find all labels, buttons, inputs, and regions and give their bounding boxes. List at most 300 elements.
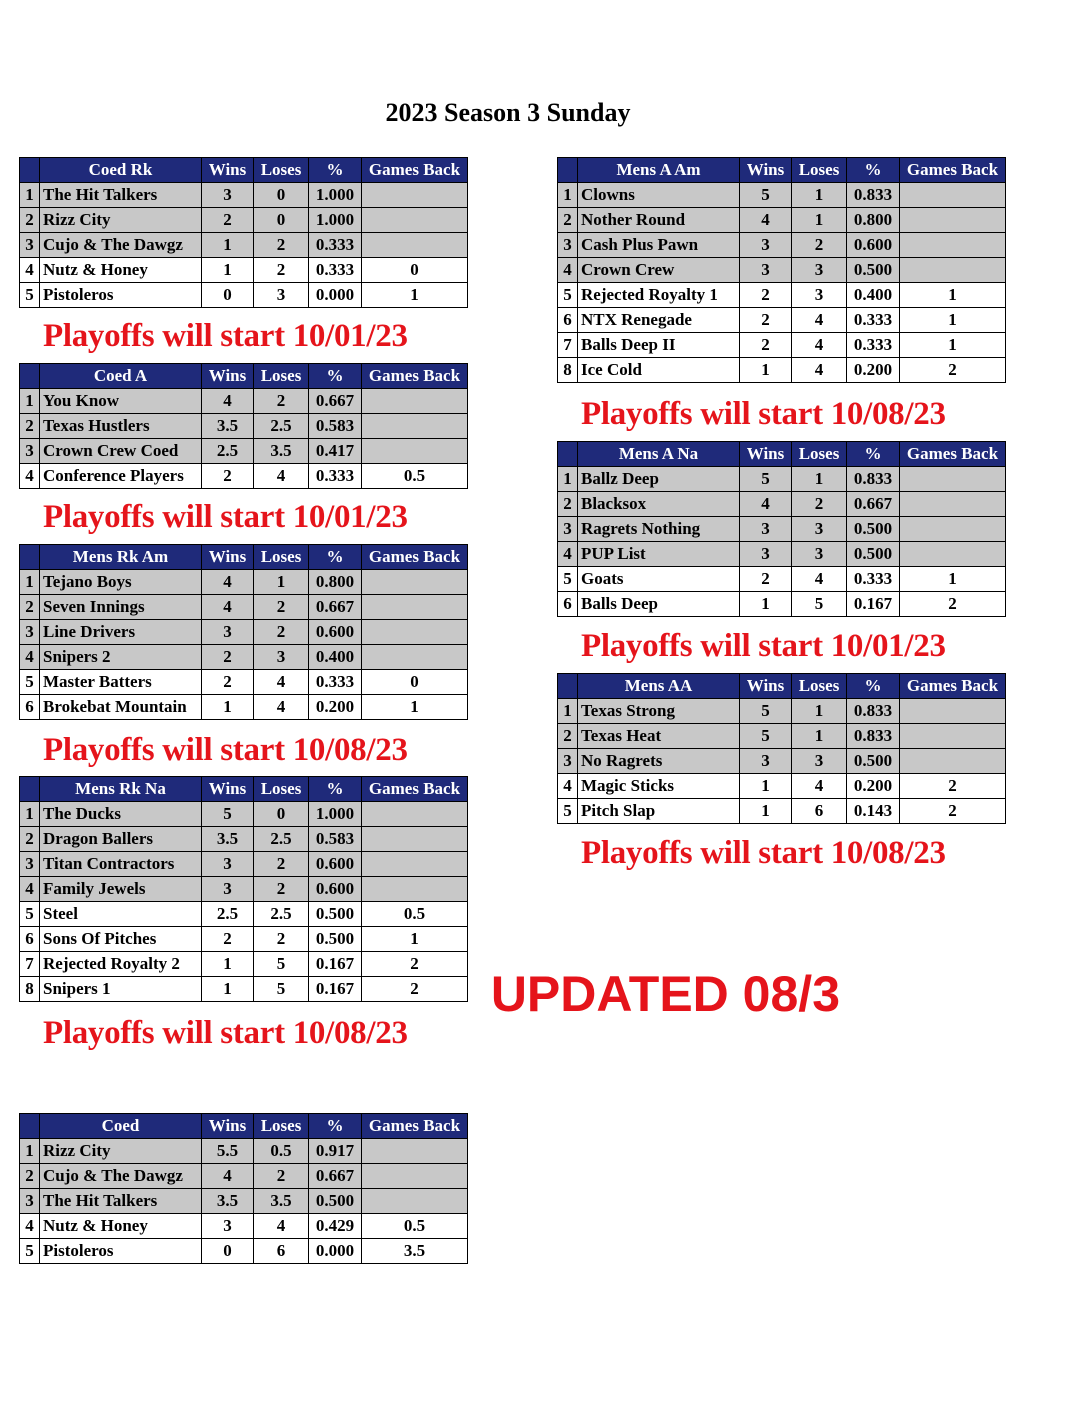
rank-cell: 3: [20, 1189, 40, 1214]
games-back-cell: 2: [362, 977, 468, 1002]
header-loses: Loses: [254, 545, 309, 570]
rank-cell: 4: [558, 258, 578, 283]
rank-cell: 6: [558, 308, 578, 333]
games-back-cell: 1: [900, 308, 1006, 333]
table-row: [558, 467, 1006, 492]
loses-cell: 2: [792, 492, 847, 517]
table-row: [558, 592, 1006, 617]
header-pct: %: [309, 158, 362, 183]
games-back-cell: 2: [900, 774, 1006, 799]
wins-cell: 3.5: [202, 414, 254, 439]
loses-cell: 6: [254, 1239, 309, 1264]
rank-cell: 2: [558, 208, 578, 233]
loses-cell: 2: [254, 389, 309, 414]
loses-cell: 2: [254, 1164, 309, 1189]
wins-cell: 5: [740, 183, 792, 208]
games-back-cell: [362, 233, 468, 258]
games-back-cell: 0.5: [362, 1214, 468, 1239]
pct-cell: 0.833: [847, 467, 900, 492]
table-row: [20, 902, 468, 927]
pct-cell: 0.000: [309, 1239, 362, 1264]
header-wins: Wins: [202, 364, 254, 389]
pct-cell: 0.417: [309, 439, 362, 464]
header-games-back: Games Back: [900, 158, 1006, 183]
games-back-cell: [900, 699, 1006, 724]
pct-cell: 0.200: [309, 695, 362, 720]
table-row: [558, 492, 1006, 517]
header-wins: Wins: [202, 1114, 254, 1139]
rank-cell: 8: [20, 977, 40, 1002]
team-name-cell: Dragon Ballers: [40, 827, 202, 852]
header-corner: [20, 158, 40, 183]
loses-cell: 1: [792, 699, 847, 724]
table-row: [20, 1139, 468, 1164]
wins-cell: 3: [202, 852, 254, 877]
team-name-cell: The Hit Talkers: [40, 183, 202, 208]
games-back-cell: [900, 724, 1006, 749]
header-pct: %: [847, 442, 900, 467]
loses-cell: 2: [254, 595, 309, 620]
pct-cell: 0.333: [309, 258, 362, 283]
team-name-cell: Snipers 1: [40, 977, 202, 1002]
pct-cell: 0.167: [847, 592, 900, 617]
games-back-cell: [362, 570, 468, 595]
team-name-cell: Nutz & Honey: [40, 1214, 202, 1239]
team-name-cell: Pistoleros: [40, 283, 202, 308]
table-header-row: [558, 442, 1006, 467]
loses-cell: 4: [792, 308, 847, 333]
table-row: [20, 1214, 468, 1239]
rank-cell: 2: [20, 1164, 40, 1189]
wins-cell: 2: [740, 333, 792, 358]
standings-table: [557, 673, 1006, 824]
pct-cell: 0.500: [309, 1189, 362, 1214]
wins-cell: 4: [202, 595, 254, 620]
pct-cell: 0.583: [309, 414, 362, 439]
loses-cell: 1: [254, 570, 309, 595]
header-loses: Loses: [254, 158, 309, 183]
header-loses: Loses: [254, 777, 309, 802]
table-row: [20, 1164, 468, 1189]
table-row: [558, 258, 1006, 283]
table-row: [558, 799, 1006, 824]
wins-cell: 1: [740, 799, 792, 824]
header-pct: %: [309, 364, 362, 389]
games-back-cell: 0: [362, 670, 468, 695]
games-back-cell: [362, 620, 468, 645]
rank-cell: 7: [558, 333, 578, 358]
header-games-back: Games Back: [900, 674, 1006, 699]
wins-cell: 2: [202, 464, 254, 489]
pct-cell: 0.500: [847, 542, 900, 567]
rank-cell: 2: [20, 208, 40, 233]
games-back-cell: [362, 595, 468, 620]
pct-cell: 0.333: [847, 308, 900, 333]
header-loses: Loses: [792, 158, 847, 183]
wins-cell: 2.5: [202, 439, 254, 464]
team-name-cell: You Know: [40, 389, 202, 414]
wins-cell: 2: [740, 308, 792, 333]
table-row: [558, 208, 1006, 233]
header-pct: %: [309, 545, 362, 570]
games-back-cell: [362, 1139, 468, 1164]
table-row: [20, 802, 468, 827]
page-title: 2023 Season 3 Sunday: [385, 98, 631, 127]
pct-cell: 0.833: [847, 724, 900, 749]
table-row: [20, 877, 468, 902]
pct-cell: 1.000: [309, 183, 362, 208]
pct-cell: 0.500: [847, 749, 900, 774]
pct-cell: 0.333: [309, 464, 362, 489]
loses-cell: 0: [254, 802, 309, 827]
team-name-cell: Tejano Boys: [40, 570, 202, 595]
loses-cell: 1: [792, 208, 847, 233]
rank-cell: 7: [20, 952, 40, 977]
pct-cell: 0.500: [309, 902, 362, 927]
playoffs-notice: Playoffs will start 10/08/23: [43, 1015, 408, 1051]
rank-cell: 4: [20, 464, 40, 489]
pct-cell: 0.667: [309, 1164, 362, 1189]
games-back-cell: 2: [900, 358, 1006, 383]
loses-cell: 0: [254, 208, 309, 233]
table-row: [20, 233, 468, 258]
header-wins: Wins: [202, 158, 254, 183]
games-back-cell: [362, 208, 468, 233]
table-header-row: [20, 364, 468, 389]
games-back-cell: [900, 258, 1006, 283]
loses-cell: 2: [254, 258, 309, 283]
pct-cell: 0.833: [847, 699, 900, 724]
pct-cell: 0.333: [309, 233, 362, 258]
loses-cell: 4: [254, 1214, 309, 1239]
header-pct: %: [847, 674, 900, 699]
pct-cell: 0.200: [847, 774, 900, 799]
wins-cell: 3: [202, 877, 254, 902]
rank-cell: 1: [20, 802, 40, 827]
header-games-back: Games Back: [362, 364, 468, 389]
table-row: [558, 724, 1006, 749]
playoffs-notice: Playoffs will start 10/08/23: [581, 396, 946, 432]
standings-table: [557, 157, 1006, 383]
table-row: [20, 977, 468, 1002]
loses-cell: 3.5: [254, 1189, 309, 1214]
team-name-cell: Ragrets Nothing: [578, 517, 740, 542]
rank-cell: 5: [20, 1239, 40, 1264]
header-corner: [558, 674, 578, 699]
table-row: [20, 208, 468, 233]
games-back-cell: [362, 1164, 468, 1189]
header-corner: [20, 545, 40, 570]
team-name-cell: The Hit Talkers: [40, 1189, 202, 1214]
team-name-cell: Crown Crew: [578, 258, 740, 283]
wins-cell: 1: [202, 695, 254, 720]
wins-cell: 0: [202, 1239, 254, 1264]
team-name-cell: NTX Renegade: [578, 308, 740, 333]
team-name-cell: No Ragrets: [578, 749, 740, 774]
table-row: [20, 595, 468, 620]
rank-cell: 3: [558, 517, 578, 542]
wins-cell: 3: [740, 233, 792, 258]
wins-cell: 5: [740, 467, 792, 492]
wins-cell: 3: [740, 258, 792, 283]
standings-table: [19, 1113, 468, 1264]
rank-cell: 4: [20, 645, 40, 670]
wins-cell: 2: [202, 645, 254, 670]
header-corner: [20, 1114, 40, 1139]
pct-cell: 0.333: [847, 333, 900, 358]
loses-cell: 0: [254, 183, 309, 208]
pct-cell: 0.333: [309, 670, 362, 695]
rank-cell: 1: [558, 699, 578, 724]
table-header-row: [20, 158, 468, 183]
division-name: Mens AA: [578, 674, 740, 699]
games-back-cell: [900, 542, 1006, 567]
team-name-cell: Texas Strong: [578, 699, 740, 724]
pct-cell: 0.500: [847, 517, 900, 542]
pct-cell: 1.000: [309, 208, 362, 233]
loses-cell: 4: [792, 358, 847, 383]
team-name-cell: Ballz Deep: [578, 467, 740, 492]
rank-cell: 2: [20, 595, 40, 620]
loses-cell: 3: [792, 542, 847, 567]
table-row: [20, 283, 468, 308]
table-row: [558, 699, 1006, 724]
pct-cell: 0.600: [309, 620, 362, 645]
header-wins: Wins: [202, 545, 254, 570]
table-header-row: [558, 674, 1006, 699]
loses-cell: 3: [254, 283, 309, 308]
rank-cell: 5: [20, 670, 40, 695]
wins-cell: 1: [202, 233, 254, 258]
pct-cell: 0.667: [847, 492, 900, 517]
wins-cell: 3: [740, 517, 792, 542]
pct-cell: 0.583: [309, 827, 362, 852]
pct-cell: 0.000: [309, 283, 362, 308]
rank-cell: 6: [558, 592, 578, 617]
rank-cell: 3: [20, 439, 40, 464]
team-name-cell: Balls Deep II: [578, 333, 740, 358]
team-name-cell: Rejected Royalty 1: [578, 283, 740, 308]
team-name-cell: Steel: [40, 902, 202, 927]
table-row: [20, 927, 468, 952]
pct-cell: 0.200: [847, 358, 900, 383]
wins-cell: 1: [740, 358, 792, 383]
team-name-cell: Texas Heat: [578, 724, 740, 749]
loses-cell: 2: [254, 620, 309, 645]
games-back-cell: [362, 877, 468, 902]
team-name-cell: Cujo & The Dawgz: [40, 233, 202, 258]
standings-table: [19, 776, 468, 1002]
games-back-cell: 0.5: [362, 902, 468, 927]
division-name: Mens Rk Na: [40, 777, 202, 802]
loses-cell: 4: [792, 774, 847, 799]
team-name-cell: Nutz & Honey: [40, 258, 202, 283]
pct-cell: 0.333: [847, 567, 900, 592]
loses-cell: 5: [254, 952, 309, 977]
pct-cell: 0.400: [309, 645, 362, 670]
loses-cell: 3: [792, 517, 847, 542]
games-back-cell: 2: [900, 799, 1006, 824]
table-row: [20, 389, 468, 414]
loses-cell: 5: [792, 592, 847, 617]
team-name-cell: Brokebat Mountain: [40, 695, 202, 720]
wins-cell: 4: [202, 389, 254, 414]
team-name-cell: Seven Innings: [40, 595, 202, 620]
table-header-row: [20, 1114, 468, 1139]
rank-cell: 5: [558, 799, 578, 824]
loses-cell: 0.5: [254, 1139, 309, 1164]
table-row: [558, 517, 1006, 542]
rank-cell: 1: [20, 570, 40, 595]
standings-table: [557, 441, 1006, 617]
games-back-cell: 1: [900, 333, 1006, 358]
team-name-cell: Master Batters: [40, 670, 202, 695]
header-loses: Loses: [254, 1114, 309, 1139]
header-corner: [558, 158, 578, 183]
team-name-cell: Family Jewels: [40, 877, 202, 902]
table-header-row: [20, 777, 468, 802]
division-name: Mens A Am: [578, 158, 740, 183]
loses-cell: 1: [792, 724, 847, 749]
updated-banner: [490, 965, 840, 1027]
pct-cell: 0.167: [309, 952, 362, 977]
header-games-back: Games Back: [362, 1114, 468, 1139]
loses-cell: 5: [254, 977, 309, 1002]
header-pct: %: [847, 158, 900, 183]
division-name: Mens Rk Am: [40, 545, 202, 570]
games-back-cell: [362, 827, 468, 852]
header-corner: [558, 442, 578, 467]
rank-cell: 4: [20, 877, 40, 902]
loses-cell: 4: [254, 464, 309, 489]
table-row: [20, 620, 468, 645]
games-back-cell: [362, 389, 468, 414]
games-back-cell: [900, 749, 1006, 774]
table-row: [558, 749, 1006, 774]
wins-cell: 2: [202, 670, 254, 695]
pct-cell: 0.143: [847, 799, 900, 824]
team-name-cell: Texas Hustlers: [40, 414, 202, 439]
pct-cell: 0.429: [309, 1214, 362, 1239]
games-back-cell: [362, 645, 468, 670]
loses-cell: 3: [254, 645, 309, 670]
wins-cell: 1: [202, 258, 254, 283]
pct-cell: 1.000: [309, 802, 362, 827]
table-row: [20, 1189, 468, 1214]
pct-cell: 0.500: [309, 927, 362, 952]
table-row: [558, 774, 1006, 799]
wins-cell: 2: [202, 208, 254, 233]
table-row: [558, 358, 1006, 383]
header-corner: [20, 364, 40, 389]
header-games-back: Games Back: [362, 158, 468, 183]
header-wins: Wins: [740, 158, 792, 183]
rank-cell: 4: [20, 258, 40, 283]
loses-cell: 2: [254, 233, 309, 258]
pct-cell: 0.600: [309, 877, 362, 902]
table-row: [20, 1239, 468, 1264]
games-back-cell: 3.5: [362, 1239, 468, 1264]
team-name-cell: Sons Of Pitches: [40, 927, 202, 952]
wins-cell: 4: [202, 570, 254, 595]
rank-cell: 2: [20, 827, 40, 852]
loses-cell: 4: [792, 567, 847, 592]
table-row: [20, 827, 468, 852]
table-row: [20, 570, 468, 595]
loses-cell: 2: [254, 927, 309, 952]
rank-cell: 2: [558, 492, 578, 517]
updated-text: UPDATED 08/3: [490, 966, 840, 1022]
team-name-cell: Magic Sticks: [578, 774, 740, 799]
pct-cell: 0.917: [309, 1139, 362, 1164]
table-row: [20, 464, 468, 489]
team-name-cell: Crown Crew Coed: [40, 439, 202, 464]
team-name-cell: Blacksox: [578, 492, 740, 517]
loses-cell: 2: [254, 877, 309, 902]
header-games-back: Games Back: [900, 442, 1006, 467]
team-name-cell: Cujo & The Dawgz: [40, 1164, 202, 1189]
games-back-cell: 1: [362, 695, 468, 720]
division-name: Mens A Na: [578, 442, 740, 467]
pct-cell: 0.667: [309, 389, 362, 414]
playoffs-notice: Playoffs will start 10/01/23: [43, 499, 408, 535]
playoffs-notice: Playoffs will start 10/08/23: [43, 732, 408, 768]
team-name-cell: Clowns: [578, 183, 740, 208]
loses-cell: 4: [254, 695, 309, 720]
rank-cell: 3: [558, 749, 578, 774]
wins-cell: 4: [740, 208, 792, 233]
team-name-cell: Pistoleros: [40, 1239, 202, 1264]
wins-cell: 4: [740, 492, 792, 517]
games-back-cell: 1: [362, 283, 468, 308]
team-name-cell: Goats: [578, 567, 740, 592]
header-loses: Loses: [792, 674, 847, 699]
pct-cell: 0.667: [309, 595, 362, 620]
header-wins: Wins: [202, 777, 254, 802]
table-row: [558, 567, 1006, 592]
playoffs-notice: Playoffs will start 10/01/23: [581, 628, 946, 664]
wins-cell: 5: [740, 699, 792, 724]
wins-cell: 0: [202, 283, 254, 308]
header-pct: %: [309, 1114, 362, 1139]
games-back-cell: [900, 517, 1006, 542]
standings-table: [19, 157, 468, 308]
header-games-back: Games Back: [362, 545, 468, 570]
wins-cell: 1: [740, 592, 792, 617]
standings-table: [19, 363, 468, 489]
loses-cell: 4: [254, 670, 309, 695]
table-row: [20, 183, 468, 208]
team-name-cell: PUP List: [578, 542, 740, 567]
wins-cell: 3.5: [202, 1189, 254, 1214]
wins-cell: 3.5: [202, 827, 254, 852]
rank-cell: 4: [558, 774, 578, 799]
rank-cell: 1: [20, 1139, 40, 1164]
wins-cell: 3: [740, 542, 792, 567]
loses-cell: 3.5: [254, 439, 309, 464]
wins-cell: 5: [740, 724, 792, 749]
table-row: [558, 333, 1006, 358]
loses-cell: 1: [792, 467, 847, 492]
loses-cell: 1: [792, 183, 847, 208]
team-name-cell: Line Drivers: [40, 620, 202, 645]
team-name-cell: Pitch Slap: [578, 799, 740, 824]
loses-cell: 3: [792, 749, 847, 774]
loses-cell: 6: [792, 799, 847, 824]
table-row: [20, 852, 468, 877]
division-name: Coed: [40, 1114, 202, 1139]
header-pct: %: [309, 777, 362, 802]
